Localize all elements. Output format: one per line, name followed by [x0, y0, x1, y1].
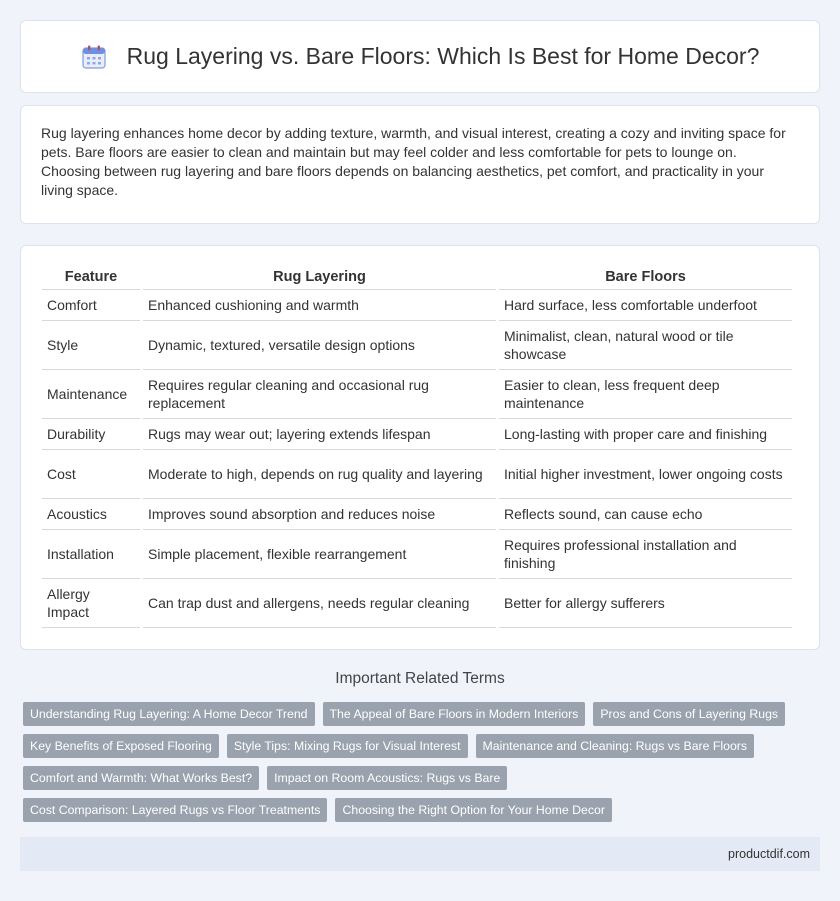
- header-rug-layering: Rug Layering: [143, 265, 496, 290]
- cell-rug-layering: Rugs may wear out; layering extends lifespan: [143, 419, 496, 450]
- cell-rug-layering: Dynamic, textured, versatile design options: [143, 321, 496, 370]
- cell-feature: Allergy Impact: [42, 579, 140, 628]
- footer-site-name: productdif.com: [728, 847, 810, 861]
- header-card: [20, 20, 820, 93]
- cell-rug-layering: Simple placement, flexible rearrangement: [143, 530, 496, 579]
- cell-feature: Acoustics: [42, 499, 140, 530]
- cell-rug-layering: Can trap dust and allergens, needs regular cleaning: [143, 579, 496, 628]
- title-wrap: [81, 43, 760, 70]
- cell-rug-layering: Improves sound absorption and reduces noise: [143, 499, 496, 530]
- cell-feature: Cost: [42, 450, 140, 499]
- cell-feature: Installation: [42, 530, 140, 579]
- cell-bare-floors: Requires professional installation and finishing: [499, 530, 792, 579]
- cell-bare-floors: Reflects sound, can cause echo: [499, 499, 792, 530]
- cell-feature: Comfort: [42, 290, 140, 321]
- footer: [20, 837, 820, 871]
- table-header-row: [42, 265, 792, 290]
- cell-feature: Style: [42, 321, 140, 370]
- related-terms-title: Important Related Terms: [335, 670, 505, 687]
- related-tags: [23, 702, 813, 822]
- related-tag[interactable]: The Appeal of Bare Floors in Modern Interiors: [323, 702, 586, 726]
- cell-feature: Durability: [42, 419, 140, 450]
- intro-paragraph: Rug layering enhances home decor by adding texture, warmth, and visual interest, creating a cozy and inviting space for pets. Bare floors are easier to clean and maintain but may feel colder and less comfortable for pets to lounge on. Choosing between rug layering and bare floors depends on balancing aesthetics, pet comfort, and practicality in your living space.: [41, 125, 786, 198]
- related-tag[interactable]: Understanding Rug Layering: A Home Decor Trend: [23, 702, 315, 726]
- cell-rug-layering: Moderate to high, depends on rug quality and layering: [143, 450, 496, 499]
- related-tag[interactable]: Key Benefits of Exposed Flooring: [23, 734, 219, 758]
- cell-bare-floors: Better for allergy sufferers: [499, 579, 792, 628]
- related-tag[interactable]: Impact on Room Acoustics: Rugs vs Bare: [267, 766, 507, 790]
- related-tag[interactable]: Comfort and Warmth: What Works Best?: [23, 766, 259, 790]
- related-tag[interactable]: Maintenance and Cleaning: Rugs vs Bare Floors: [476, 734, 755, 758]
- related-tag[interactable]: Pros and Cons of Layering Rugs: [593, 702, 785, 726]
- cell-bare-floors: Easier to clean, less frequent deep maintenance: [499, 370, 792, 419]
- comparison-table-card: [20, 245, 820, 650]
- table-row: [42, 321, 792, 370]
- cell-rug-layering: Enhanced cushioning and warmth: [143, 290, 496, 321]
- cell-bare-floors: Minimalist, clean, natural wood or tile showcase: [499, 321, 792, 370]
- cell-rug-layering: Requires regular cleaning and occasional rug replacement: [143, 370, 496, 419]
- header-feature: Feature: [42, 265, 140, 290]
- cell-bare-floors: Initial higher investment, lower ongoing costs: [499, 450, 792, 499]
- related-tag[interactable]: Choosing the Right Option for Your Home Decor: [335, 798, 611, 822]
- cell-bare-floors: Long-lasting with proper care and finishing: [499, 419, 792, 450]
- table-row: [42, 579, 792, 628]
- comparison-table: [39, 265, 795, 628]
- page-title: Rug Layering vs. Bare Floors: Which Is Best for Home Decor?: [126, 43, 760, 69]
- cell-bare-floors: Hard surface, less comfortable underfoot: [499, 290, 792, 321]
- cell-feature: Maintenance: [42, 370, 140, 419]
- intro-card: [20, 105, 820, 224]
- table-row: [42, 499, 792, 530]
- header-bare-floors: Bare Floors: [499, 265, 792, 290]
- table-row: [42, 530, 792, 579]
- table-row: [42, 290, 792, 321]
- table-row: [42, 370, 792, 419]
- table-row: [42, 450, 792, 499]
- related-tag[interactable]: Cost Comparison: Layered Rugs vs Floor Treatments: [23, 798, 327, 822]
- related-tag[interactable]: Style Tips: Mixing Rugs for Visual Interest: [227, 734, 468, 758]
- table-row: [42, 419, 792, 450]
- calendar-icon: [81, 44, 107, 70]
